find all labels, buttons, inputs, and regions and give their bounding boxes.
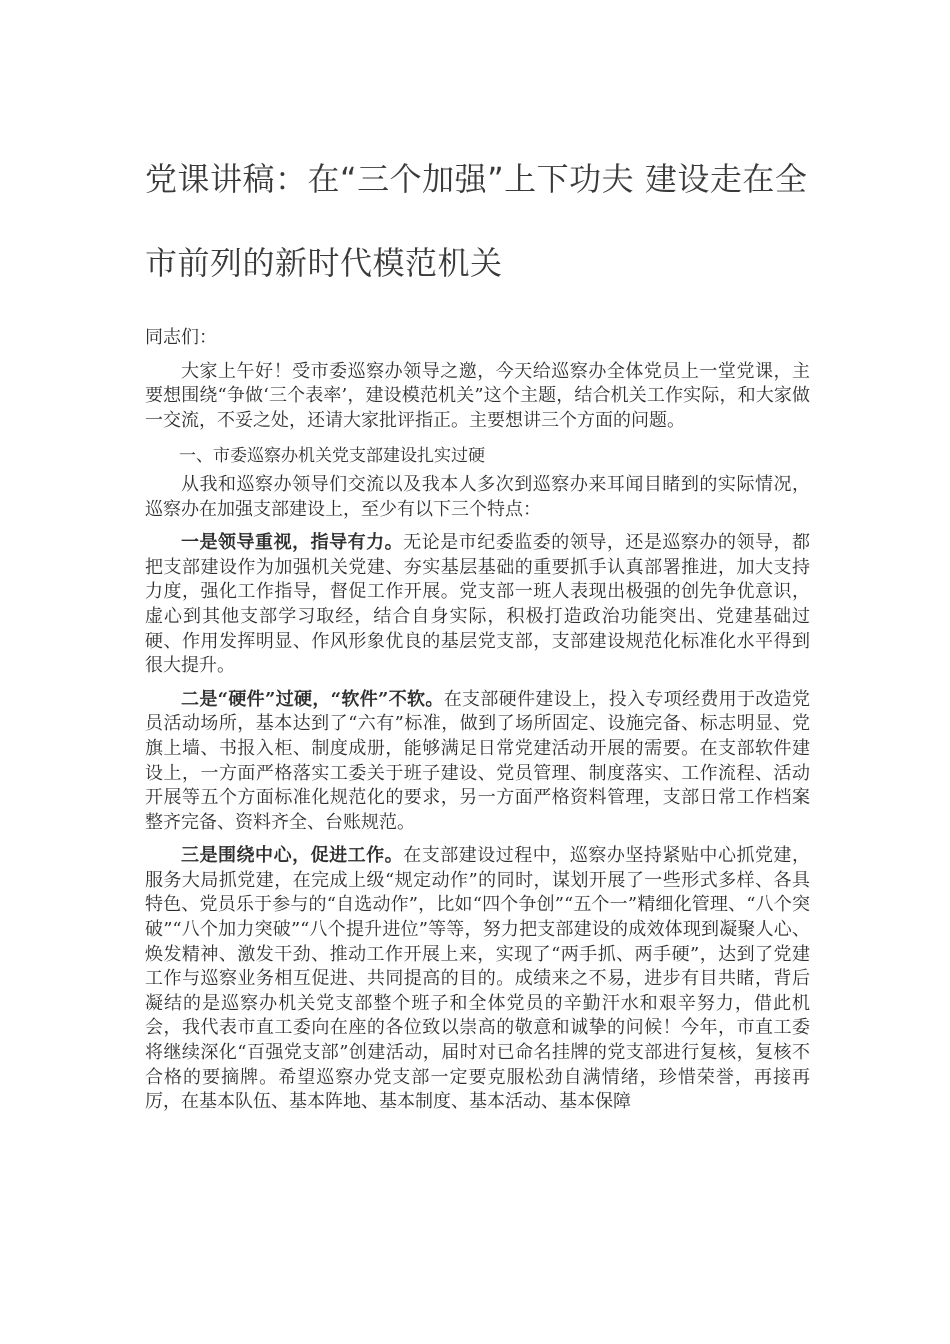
document-body xyxy=(145,326,810,1115)
salutation: 同志们： xyxy=(145,327,217,348)
point-paragraph-1 xyxy=(145,531,810,679)
point-paragraph-2 xyxy=(145,688,810,836)
point-paragraph-3 xyxy=(145,844,810,1115)
point-text-1: 无论是市纪委监委的领导，还是巡察办的领导，都把支部建设作为加强机关党建、夯实基层基础的重要抓手认真部署推进，加大支持力度，强化工作指导，督促工作开展。党支部一班人表现出极强的创先争优意识，虚心到其他支部学习取经，结合自身实际，积极打造政治功能突出、党建基础过硬、作用发挥明显、作风形象优良的基层党支部，支部建设规范化标准化水平得到很大提升。 xyxy=(145,532,811,677)
point-lead-3: 三是围绕中心，促进工作。 xyxy=(181,845,404,867)
point-lead-2: 二是“硬件”过硬，“软件”不软。 xyxy=(181,688,444,710)
point-text-3: 在支部建设过程中，巡察办坚持紧贴中心抓党建，服务大局抓党建，在完成上级“规定动作”的同时，谋划开展了一些形式多样、各具特色、党员乐于参与的“自选动作”，比如“四个争创”“五个一”精细化管理、“八个突破”“八个加力突破”“八个提升进位”等等，努力把支部建设的成效体现到凝聚人心、焕发精神、激发干劲、推动工作开展上来，实现了“两手抓、两手硬”，达到了党建工作与巡察业务相互促进、共同提高的目的。成绩来之不易，进步有目共睹，背后凝结的是巡察办机关党支部整个班子和全体党员的辛勤汗水和艰辛努力，借此机会，我代表市直工委向在座的各位致以崇高的敬意和诚挚的问候！今年，市直工委将继续深化“百强党支部”创建活动，届时对已命名挂牌的党支部进行复核，复核不合格的要摘牌。希望巡察办党支部一定要克服松劲自满情绪，珍惜荣誉，再接再厉，在基本队伍、基本阵地、基本制度、基本活动、基本保障 xyxy=(145,845,811,1113)
intro-paragraph: 大家上午好！受市委巡察办领导之邀，今天给巡察办全体党员上一堂党课，主要想围绕“争做‘三个表率’，建设模范机关”这个主题，结合机关工作实际，和大家做一交流，不妥之处，还请大家批评指正。主要想讲三个方面的问题。 xyxy=(145,360,810,431)
title-line-1: 党课讲稿：在“三个加强”上下功夫 建设走在全 xyxy=(145,160,808,198)
section-heading-1: 一、市委巡察办机关党支部建设扎实过硬 xyxy=(179,446,485,467)
point-text-2: 在支部硬件建设上，投入专项经费用于改造党员活动场所，基本达到了“六有”标准，做到了场所固定、设施完备、标志明显、党旗上墙、书报入柜、制度成册，能够满足日常党建活动开展的需要。在支部软件建设上，一方面严格落实工委关于班子建设、党员管理、制度落实、工作流程、活动开展等五个方面标准化规范化的要求，另一方面严格资料管理，支部日常工作档案整齐完备、资料齐全、台账规范。 xyxy=(145,688,811,833)
point-lead-1: 一是领导重视，指导有力。 xyxy=(181,532,404,554)
title-line-2: 市前列的新时代模范机关 xyxy=(145,244,503,282)
section-intro-paragraph: 从我和巡察办领导们交流以及我本人多次到巡察办来耳闻目睹到的实际情况，巡察办在加强支部建设上，至少有以下三个特点： xyxy=(145,473,810,520)
